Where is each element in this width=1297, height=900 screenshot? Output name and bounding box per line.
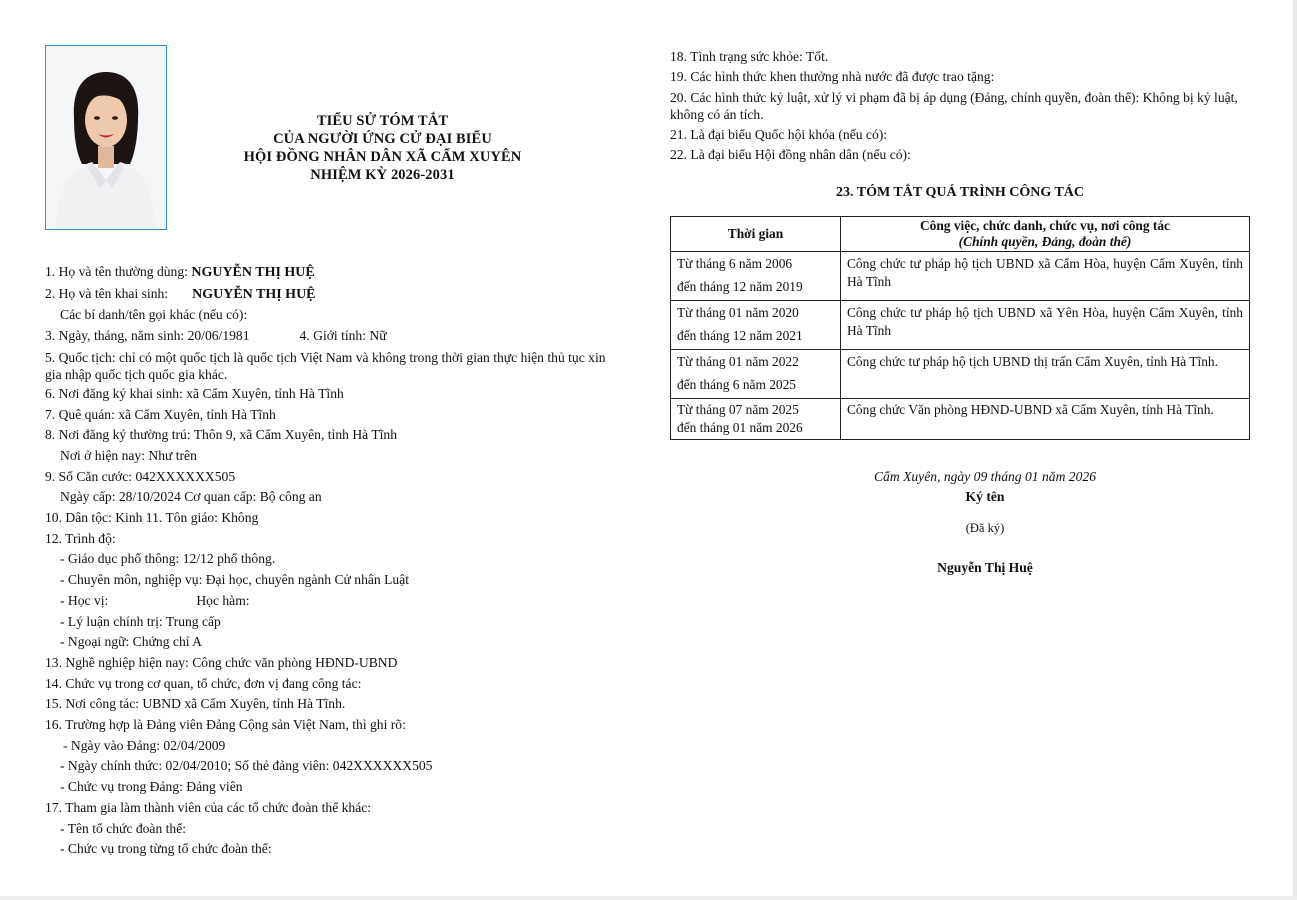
info-line-16b: - Ngày chính thức: 02/04/2010; Số thẻ đảng viên: 042XXXXXX505 <box>60 758 433 774</box>
row-description: Công chức Văn phòng HĐND-UBND xã Cẩm Xuyên, tỉnh Hà Tĩnh. <box>841 399 1250 440</box>
row-description: Công chức tư pháp hộ tịch UBND thị trấn Cẩm Xuyên, tỉnh Hà Tĩnh. <box>841 350 1250 399</box>
row-time: Từ tháng 6 năm 2006 đến tháng 12 năm 2019 <box>671 252 841 301</box>
info-line-20: 20. Các hình thức kỷ luật, xử lý vi phạm đã bị áp dụng (Đảng, chính quyền, đoàn thể): Không bị kỷ luật, không có án tích. <box>670 89 1238 123</box>
info-line-16a: - Ngày vào Đảng: 02/04/2009 <box>63 737 226 753</box>
work-history-table <box>670 216 1250 440</box>
info-line-19: 19. Các hình thức khen thưởng nhà nước đã được trao tặng: <box>670 69 995 85</box>
table-header-row <box>671 217 1250 252</box>
info-line-8: 8. Nơi đăng ký thường trú: Thôn 9, xã Cẩm Xuyên, tỉnh Hà Tĩnh <box>45 427 397 443</box>
page-edge-right <box>1293 0 1297 900</box>
birth-name: NGUYỄN THỊ HUỆ <box>192 286 316 302</box>
info-line-18: 18. Tình trạng sức khỏe: Tốt. <box>670 49 829 64</box>
row-description: Công chức tư pháp hộ tịch UBND xã Yên Hòa, huyện Cẩm Xuyên, tỉnh Hà Tĩnh <box>841 301 1250 350</box>
info-line-17a: - Tên tổ chức đoàn thể: <box>60 820 187 836</box>
info-line-22: 22. Là đại biểu Hội đồng nhân dân (nếu có): <box>670 146 911 162</box>
row-time: Từ tháng 01 năm 2022 đến tháng 6 năm 2025 <box>671 350 841 399</box>
info-line-17: 17. Tham gia làm thành viên của các tổ chức đoàn thể khác: <box>45 799 372 815</box>
heading-line-1: TIỂU SỬ TÓM TẮT <box>316 113 449 129</box>
info-line-5: 5. Quốc tịch: chỉ có một quốc tịch là quốc tịch Việt Nam và không trong thời gian thực hiện thủ tục xin gia nhập quốc tịch quốc gia khác. <box>45 349 606 382</box>
info-line-12e: - Ngoại ngữ: Chứng chỉ A <box>60 634 202 650</box>
page-edge-bottom <box>0 896 1297 900</box>
info-line-3: 3. Ngày, tháng, năm sinh: 20/06/1981 4. Giới tính: Nữ <box>45 328 387 344</box>
info-line-15: 15. Nơi công tác: UBND xã Cẩm Xuyên, tỉnh Hà Tĩnh. <box>45 696 346 712</box>
info-line-7: 7. Quê quán: xã Cẩm Xuyên, tỉnh Hà Tĩnh <box>45 406 276 422</box>
header-description: Công việc, chức danh, chức vụ, nơi công tác (Chính quyền, Đảng, đoàn thể) <box>841 217 1250 252</box>
info-line-9b: Ngày cấp: 28/10/2024 Cơ quan cấp: Bộ công an <box>60 489 322 505</box>
heading-line-3: HỘI ĐỒNG NHÂN DÂN XÃ CẨM XUYÊN <box>243 149 522 165</box>
signature-block <box>840 468 1130 577</box>
candidate-info-right <box>670 47 1250 165</box>
info-line-16: 16. Trường hợp là Đảng viên Đảng Cộng sản Việt Nam, thì ghi rõ: <box>45 717 406 733</box>
signed-note: (Đã ký) <box>965 521 1005 535</box>
info-line-9: 9. Số Căn cước: 042XXXXXX505 <box>45 468 236 484</box>
heading-line-2: CỦA NGƯỜI ỨNG CỬ ĐẠI BIỂU <box>273 131 492 147</box>
row-description: Công chức tư pháp hộ tịch UBND xã Cẩm Hòa, huyện Cẩm Xuyên, tỉnh Hà Tĩnh <box>841 252 1250 301</box>
info-line-14: 14. Chức vụ trong cơ quan, tổ chức, đơn vị đang công tác: <box>45 675 362 691</box>
info-line-21: 21. Là đại biểu Quốc hội khóa (nếu có): <box>670 126 888 142</box>
info-line-12a: - Giáo dục phổ thông: 12/12 phổ thông. <box>60 551 276 567</box>
document-heading <box>195 112 570 184</box>
table-row <box>671 301 1250 350</box>
info-line-6: 6. Nơi đăng ký khai sinh: xã Cẩm Xuyên, tỉnh Hà Tĩnh <box>45 385 344 401</box>
info-line-10: 10. Dân tộc: Kinh 11. Tôn giáo: Không <box>45 510 259 526</box>
info-line-12: 12. Trình độ: <box>45 530 116 546</box>
work-history-title: 23. TÓM TẮT QUÁ TRÌNH CÔNG TÁC <box>835 185 1085 200</box>
table-row <box>671 350 1250 399</box>
place-date: Cẩm Xuyên, ngày 09 tháng 01 năm 2026 <box>873 469 1096 484</box>
sign-label: Ký tên <box>965 489 1005 504</box>
info-line-17b: - Chức vụ trong từng tổ chức đoàn thể: <box>60 841 272 857</box>
table-row <box>671 252 1250 301</box>
info-line-alias: Các bí danh/tên gọi khác (nếu có): <box>60 307 248 323</box>
table-row <box>671 399 1250 440</box>
signer-name: Nguyễn Thị Huệ <box>937 560 1033 575</box>
header-time: Thời gian <box>671 217 841 252</box>
heading-line-4: NHIỆM KỲ 2026-2031 <box>310 167 455 183</box>
row-time: Từ tháng 07 năm 2025 đến tháng 01 năm 2026 <box>671 399 841 440</box>
info-line-8b: Nơi ở hiện nay: Như trên <box>60 447 197 463</box>
info-line-12d: - Lý luận chính trị: Trung cấp <box>60 613 221 629</box>
info-line-13: 13. Nghề nghiệp hiện nay: Công chức văn phòng HĐND-UBND <box>45 654 398 670</box>
info-line-16c: - Chức vụ trong Đảng: Đảng viên <box>60 779 243 795</box>
info-line-1: 1. Họ và tên thường dùng: NGUYỄN THỊ HUỆ <box>45 264 315 280</box>
info-line-2: 2. Họ và tên khai sinh: NGUYỄN THỊ HUỆ <box>45 285 316 302</box>
candidate-photo <box>45 45 167 230</box>
candidate-info-left <box>45 262 625 860</box>
portrait-photo-icon <box>46 46 166 229</box>
info-line-12b: - Chuyên môn, nghiệp vụ: Đại học, chuyên ngành Cử nhân Luật <box>60 572 410 588</box>
row-time: Từ tháng 01 năm 2020 đến tháng 12 năm 2021 <box>671 301 841 350</box>
info-line-12c: - Học vị: Học hàm: <box>60 592 250 608</box>
common-name: NGUYỄN THỊ HUỆ <box>191 265 315 280</box>
